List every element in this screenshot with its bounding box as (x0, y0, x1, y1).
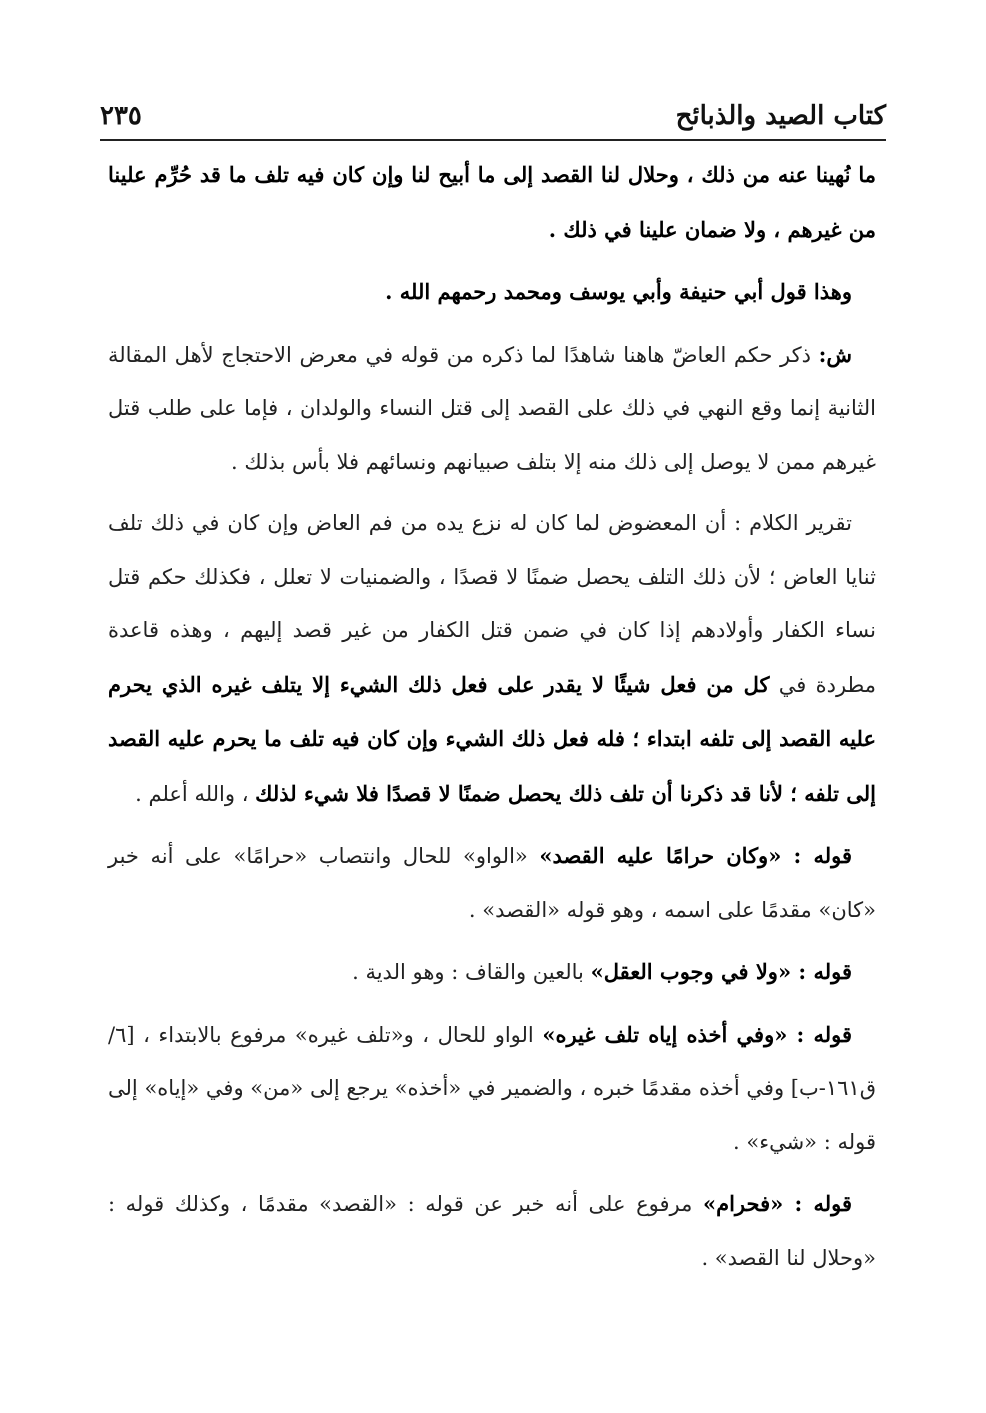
sharh-text: ذكر حكم العاضّ هاهنا شاهدًا لما ذكره من قوله في معرض الاحتجاج لأهل المقالة الثانية إنما وقع النهي في ذلك على القصد إلى قتل النساء والولدان ، فإما على طلب قتل غيرهم ممن لا يوصل إلى ذلك منه إلا بتلف صبيانهم ونسائهم فلا بأس بذلك . (108, 342, 876, 474)
page-header (100, 84, 886, 136)
quoted-lemma: قوله : «فحرام» (702, 1191, 852, 1216)
commentary-text: «الواو» للحال وانتصاب «حرامًا» على أنه خبر «كان» مقدمًا على اسمه ، وهو قوله «القصد» . (108, 844, 876, 922)
paragraph-matn-1 (108, 148, 876, 257)
commentary-text: بالعين والقاف : وهو الدية . (352, 960, 591, 984)
paragraph-sharh-2 (108, 497, 876, 821)
page-body (108, 148, 876, 1285)
commentary-text: مرفوع على أنه خبر عن قوله : «القصد» مقدمًا ، وكذلك قوله : «وحلال لنا القصد» . (108, 1192, 876, 1270)
sharh-marker: ش: (818, 341, 852, 367)
sharh-text: ، والله أعلم . (135, 781, 256, 806)
paragraph-qawluhu-1 (108, 829, 876, 937)
paragraph-matn-2 (108, 265, 876, 320)
paragraph-qawluhu-3 (108, 1008, 876, 1170)
paragraph-qawluhu-2 (108, 945, 876, 1000)
quoted-lemma: قوله : «وكان حرامًا عليه القصد» (539, 843, 853, 868)
matn-text: وهذا قول أبي حنيفة وأبي يوسف ومحمد رحمهم الله . (385, 279, 852, 304)
paragraph-sharh-1 (108, 328, 876, 490)
matn-text: ما نُهينا عنه من ذلك ، وحلال لنا القصد إلى ما أبيح لنا وإن كان فيه تلف ما قد حُرِّم علينا من غيرهم ، ولا ضمان علينا في ذلك . (108, 162, 876, 242)
running-title: كتاب الصيد والذبائح (675, 101, 886, 131)
quoted-lemma: قوله : «ولا في وجوب العقل» (590, 959, 852, 984)
paragraph-qawluhu-4 (108, 1177, 876, 1285)
sharh-text: تقرير الكلام : أن المعضوض لما كان له نزع يده من فم العاض وإن كان في ذلك تلف ثنايا العاض ؛ لأن ذلك التلف يحصل ضمنًا لا قصدًا ، والضمنيات لا تعلل ، فكذلك حكم قتل نساء الكفار وأولادهم إذا كان في ضمن قتل الكفار من غير قصد إليهم ، وهذه قاعدة مطردة في (108, 511, 877, 697)
header-rule (100, 139, 886, 141)
commentary-text: الواو للحال ، و«تلف غيره» مرفوع بالابتداء ، [٦/ ق١٦١-ب] وفي أخذه مقدمًا خبره ، والضمير في «أخذه» يرجع إلى «من» وفي «إياه» إلى قوله : «شيء» . (108, 1022, 876, 1154)
quoted-lemma: قوله : «وفي أخذه إياه تلف غيره» (542, 1021, 852, 1047)
page-number: ٢٣٥ (100, 101, 142, 131)
sharh-emphasis: كل من فعل شيئًا لا يقدر على فعل ذلك الشيء إلا يتلف غيره الذي يحرم عليه القصد إلى تلفه ابتداء ؛ فله فعل ذلك الشيء وإن كان فيه تلف ما يحرم عليه القصد إلى تلفه ؛ لأنا قد ذكرنا أن تلف ذلك يحصل ضمنًا لا قصدًا فلا شيء لذلك (108, 671, 876, 806)
